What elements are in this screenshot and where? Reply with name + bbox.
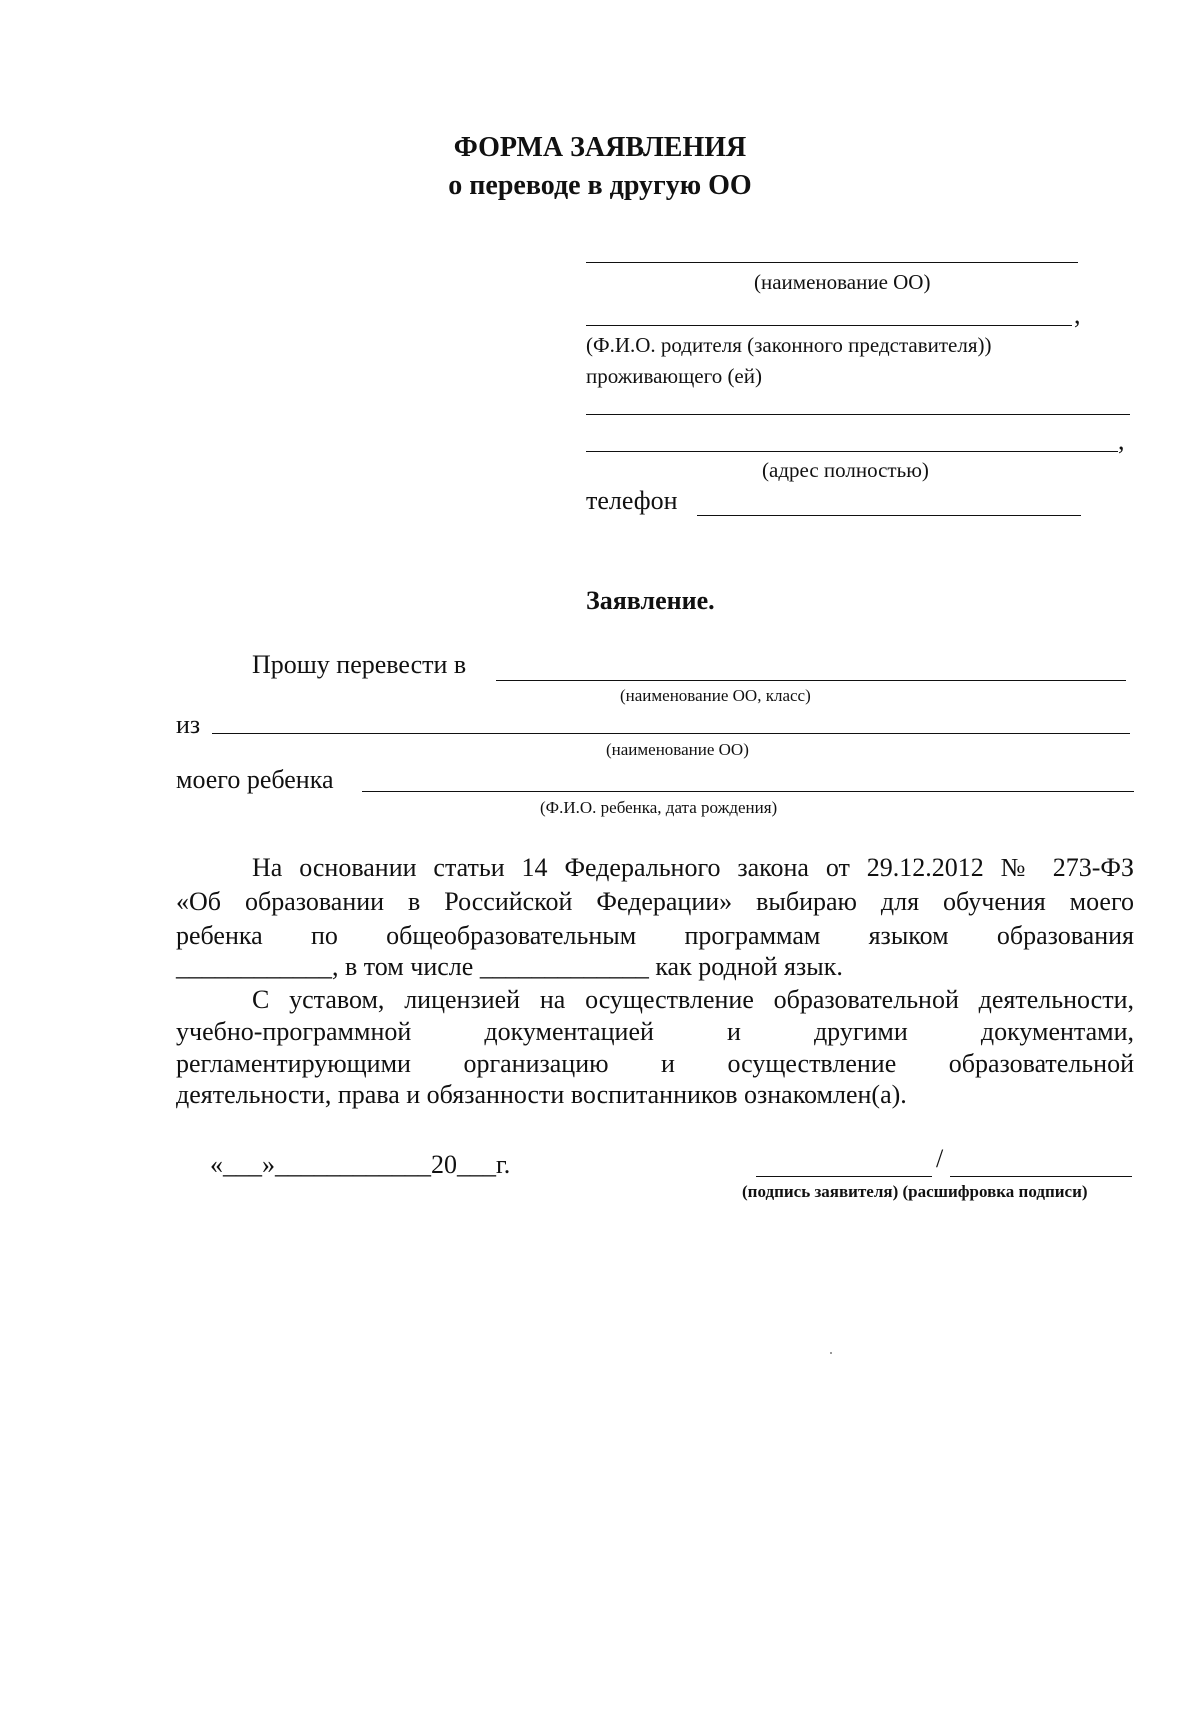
paragraph1-line1: На основании статьи 14 Федерального закона от 29.12.2012 № 273-ФЗ [252, 853, 1134, 882]
paragraph1-line4-mid: , в том числе [332, 952, 474, 981]
request-label: Прошу перевести в [252, 650, 467, 679]
signature-caption: (подпись заявителя) (расшифровка подписи) [742, 1182, 1088, 1201]
from-school-line[interactable] [212, 733, 1130, 734]
address-line-comma: , [1118, 426, 1125, 455]
paragraph1-line2: «Об образовании в Российской Федерации» выбираю для обучения моего [176, 887, 1134, 916]
org-name-caption: (наименование ОО) [754, 270, 931, 294]
date-field[interactable]: «___»____________20___г. [210, 1150, 511, 1179]
native-language-blank[interactable]: ____________ [176, 952, 332, 981]
address-line-1[interactable] [586, 414, 1130, 415]
from-caption: (наименование ОО) [606, 740, 749, 759]
residing-label: проживающего (ей) [586, 364, 762, 388]
paragraph1-line4-end: как родной язык. [655, 952, 843, 981]
org-name-line[interactable] [586, 262, 1078, 263]
scan-speck [830, 1352, 832, 1354]
address-line-2[interactable] [586, 451, 1118, 452]
child-label: моего ребенка [176, 765, 334, 794]
parent-name-line[interactable] [586, 325, 1072, 326]
paragraph2-line4: деятельности, права и обязанности воспитанников ознакомлен(а). [176, 1080, 907, 1109]
parent-line-comma: , [1074, 300, 1081, 329]
signature-decode-line[interactable] [950, 1176, 1132, 1177]
request-caption: (наименование ОО, класс) [620, 686, 811, 705]
form-subtitle: о переводе в другую ОО [448, 170, 752, 201]
request-school-line[interactable] [496, 680, 1126, 681]
paragraph2-line2: учебно-программной документацией и другими документами, [176, 1017, 1134, 1046]
child-caption: (Ф.И.О. ребенка, дата рождения) [540, 798, 778, 817]
paragraph1-line4 [176, 952, 843, 982]
phone-line[interactable] [697, 515, 1081, 516]
child-name-line[interactable] [362, 791, 1134, 792]
phone-label: телефон [586, 486, 678, 515]
paragraph2-line1: С уставом, лицензией на осуществление образовательной деятельности, [252, 985, 1134, 1014]
address-caption: (адрес полностью) [762, 458, 929, 482]
native-language-blank-2[interactable]: _____________ [479, 952, 649, 981]
signature-line[interactable] [756, 1176, 932, 1177]
signature-slash: / [936, 1144, 944, 1173]
statement-heading: Заявление. [586, 586, 715, 615]
parent-name-caption: (Ф.И.О. родителя (законного представителя)) [586, 333, 992, 357]
form-title: ФОРМА ЗАЯВЛЕНИЯ [453, 132, 747, 163]
from-label: из [176, 710, 201, 739]
paragraph2-line3: регламентирующими организацию и осуществление образовательной [176, 1049, 1134, 1078]
paragraph1-line3: ребенка по общеобразовательным программам языком образования [176, 921, 1134, 950]
